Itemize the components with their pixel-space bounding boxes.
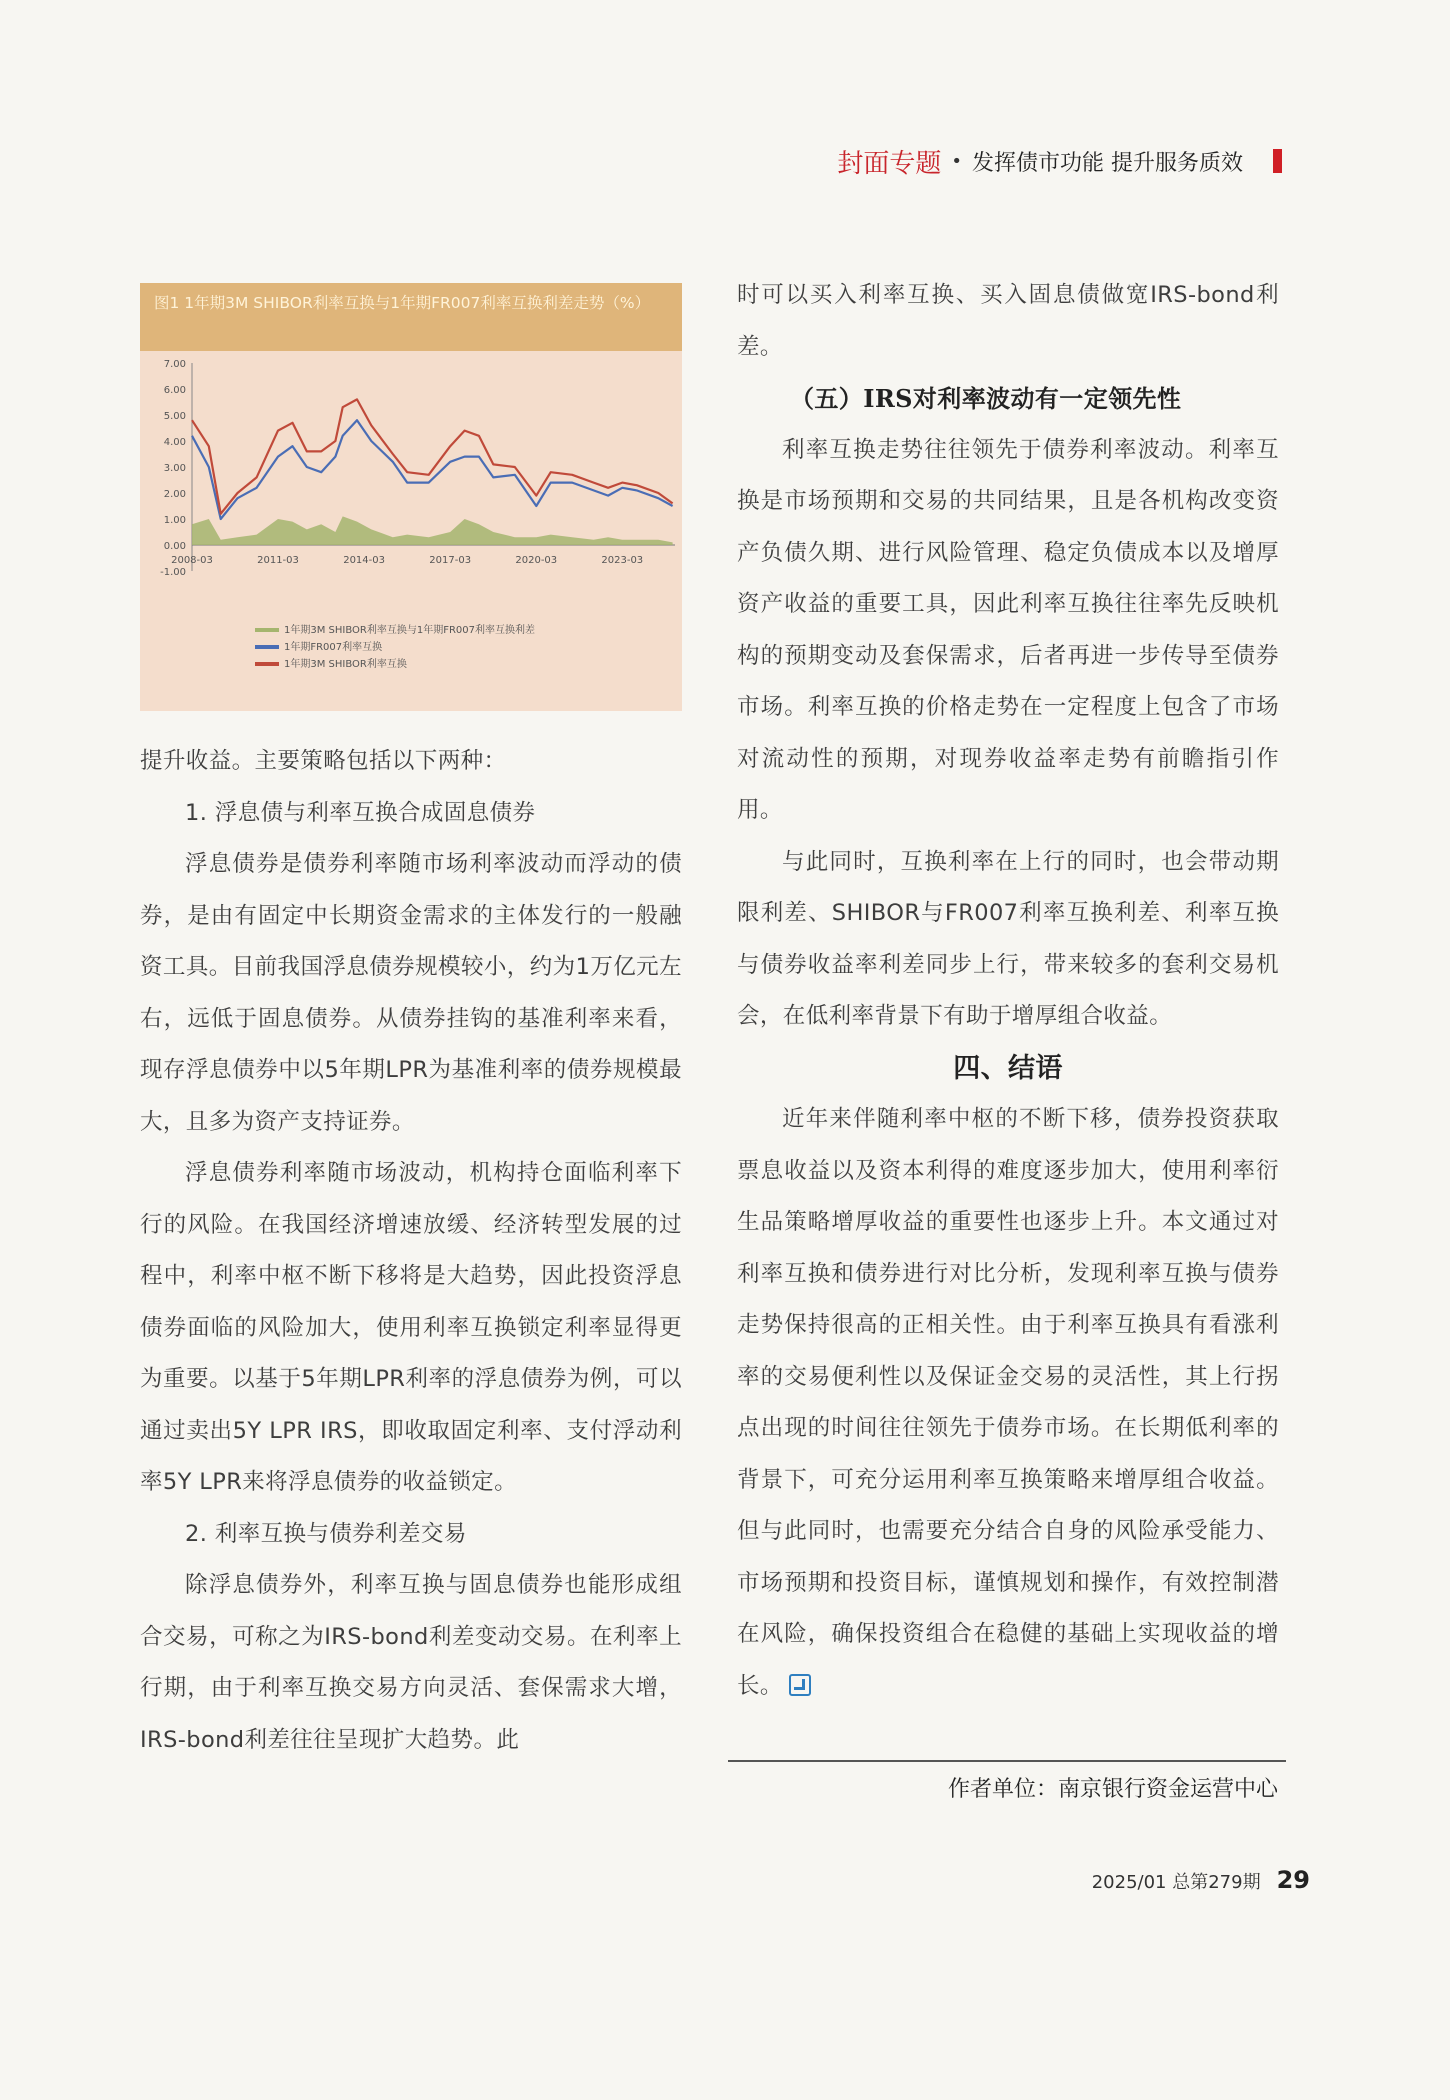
section-label: 封面专题 [837,148,942,179]
right-column [737,270,1279,1712]
y-tick-label: 7.00 [163,359,186,370]
x-tick-label: 2023-03 [601,555,644,566]
paragraph [140,1560,682,1766]
separator-dot: • [951,150,962,172]
paragraph [140,839,682,1148]
figure-title: 图1 1年期3M SHIBOR利率互换与1年期FR007利率互换利差走势（%） [140,283,682,351]
legend-label: 1年期FR007利率互换 [284,642,383,653]
text-span: 除浮息债券外，利率互换与固息债券也能形成组合交易，可称之为IRS-bond利差变动交易。在利率上行期，由于利率互换交易方向灵活、套保需求大增，IRS-bond利差往往呈现扩大趋势。此 [140,1572,682,1753]
spread-chart [140,351,682,711]
paragraph [140,1148,682,1509]
left-column [140,736,682,1766]
paragraph [737,270,1279,373]
x-tick-label: 2008-03 [171,555,213,566]
x-tick-label: 2020-03 [515,555,558,566]
series-area-spread [192,516,673,545]
paragraph [737,837,1279,1043]
legend-swatch [255,645,279,649]
topic-label: 发挥债市功能 提升服务质效 [972,150,1243,176]
text-span: 近年来伴随利率中枢的不断下移，债券投资获取票息收益以及资本利得的难度逐步加大，使用利率衍生品策略增厚收益的重要性也逐步上升。本文通过对利率互换和债券进行对比分析，发现利率互换与债券走势保持很高的正相关性。由于利率互换具有看涨利率的交易便利性以及保证金交易的灵活性，其上行拐点出现的时间往往领先于债券市场。在长期低利率的背景下，可充分运用利率互换策略来增厚组合收益。但与此同时，也需要充分结合自身的风险承受能力、市场预期和投资目标，谨慎规划和操作，有效控制潜在风险，确保投资组合在稳健的基础上实现收益的增长。 [737,1106,1279,1699]
y-tick-label: 2.00 [163,489,186,500]
page-header [837,141,1282,181]
divider-line [728,1760,1286,1762]
legend-label: 1年期3M SHIBOR利率互换与1年期FR007利率互换利差 [284,625,536,636]
text-span: 提升收益。主要策略包括以下两种： [140,748,507,774]
y-tick-label: 1.00 [163,515,186,526]
text-span: 四、结语 [953,1052,1063,1084]
paragraph [140,736,682,788]
page-footer [1092,1866,1310,1894]
x-tick-label: 2011-03 [257,555,299,566]
text-span: 时可以买入利率互换、买入固息债做宽IRS-bond利差。 [737,282,1279,360]
section-heading [737,1043,1279,1095]
text-span: 1. 浮息债与利率互换合成固息债券 [185,799,536,826]
figure-1 [140,283,682,711]
text-span: 利率互换走势往往领先于债券利率波动。利率互换是市场预期和交易的共同结果，且是各机构改变资产负债久期、进行风险管理、稳定负债成本以及增厚资产收益的重要工具，因此利率互换往往率先反映机构的预期变动及套保需求，后者再进一步传导至债券市场。利率互换的价格走势在一定程度上包含了市场对流动性的预期，对现券收益率走势有前瞻指引作用。 [737,436,1279,823]
y-tick-label: -1.00 [160,567,186,578]
red-bar-icon [1273,149,1282,173]
page-number: 29 [1276,1866,1310,1894]
text-span: 2. 利率互换与债券利差交易 [185,1520,467,1547]
legend-swatch [255,662,279,666]
paragraph [737,1094,1279,1712]
y-tick-label: 4.00 [163,437,186,448]
subsection-heading [737,373,1279,425]
paragraph [737,425,1279,837]
y-tick-label: 0.00 [163,541,186,552]
x-tick-label: 2017-03 [429,555,472,566]
y-tick-label: 3.00 [163,463,186,474]
paragraph [140,1509,682,1561]
text-span: （五）IRS对利率波动有一定领先性 [790,384,1182,413]
issue-label: 2025/01 总第279期 [1091,1872,1261,1893]
legend-swatch [255,628,279,632]
text-span: 浮息债券是债券利率随市场利率波动而浮动的债券，是由有固定中长期资金需求的主体发行的一般融资工具。目前我国浮息债券规模较小，约为1万亿元左右，远低于固息债券。从债券挂钩的基准利率来看，现存浮息债券中以5年期LPR为基准利率的债券规模最大，且多为资产支持证券。 [140,851,682,1135]
series-line-shibor [192,399,673,513]
x-tick-label: 2014-03 [343,555,386,566]
paragraph [140,788,682,840]
end-mark-icon [789,1674,811,1696]
text-span: 与此同时，互换利率在上行的同时，也会带动期限利差、SHIBOR与FR007利率互换利差、利率互换与债券收益率利差同步上行，带来较多的套利交易机会，在低利率背景下有助于增厚组合收益。 [737,848,1279,1029]
author-affiliation: 作者单位：南京银行资金运营中心 [947,1777,1278,1802]
y-tick-label: 6.00 [163,385,186,396]
text-span: 浮息债券利率随市场波动，机构持仓面临利率下行的风险。在我国经济增速放缓、经济转型发展的过程中，利率中枢不断下移将是大趋势，因此投资浮息债券面临的风险加大，使用利率互换锁定利率显得更为重要。以基于5年期LPR利率的浮息债券为例，可以通过卖出5Y LPR IRS，即收取固定利率、支付浮动利率5Y LPR来将浮息债券的收益锁定。 [140,1160,682,1495]
legend-label: 1年期3M SHIBOR利率互换 [284,659,407,670]
y-tick-label: 5.00 [163,411,186,422]
